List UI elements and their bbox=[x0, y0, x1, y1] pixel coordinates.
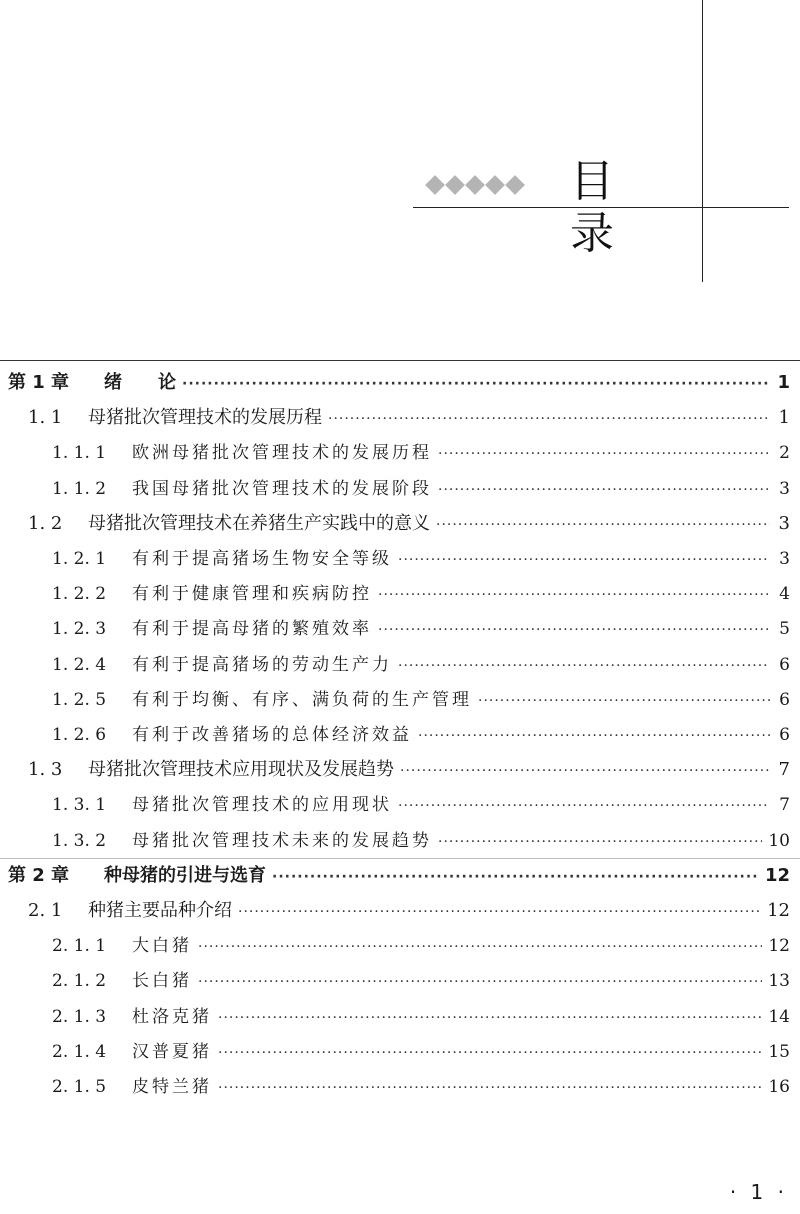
toc-entry-page: 2 bbox=[779, 443, 790, 464]
toc-entry-page: 1 bbox=[778, 407, 790, 429]
toc-entry-page: 12 bbox=[764, 864, 790, 886]
toc-entry-number: 1. 3 bbox=[28, 759, 63, 781]
toc-entry-page: 5 bbox=[779, 619, 790, 640]
toc-entry-page: 12 bbox=[768, 936, 790, 957]
toc-entry-title: 母猪批次管理技术应用现状及发展趋势 bbox=[88, 759, 394, 781]
chapter-rule bbox=[0, 858, 800, 859]
toc-entry-title: 我国母猪批次管理技术的发展阶段 bbox=[132, 478, 432, 499]
toc-subsection[interactable] bbox=[0, 793, 790, 818]
toc-subsection[interactable] bbox=[0, 723, 790, 748]
toc-entry-number: 1. 2 bbox=[28, 512, 63, 534]
toc-subsection[interactable] bbox=[0, 969, 790, 994]
toc-leader-dots bbox=[438, 442, 770, 466]
toc-leader-dots bbox=[198, 970, 762, 994]
toc-entry-number: 2. 1. 1 bbox=[52, 936, 107, 957]
toc-entry-title: 母猪批次管理技术的应用现状 bbox=[132, 795, 392, 816]
toc-entry-number: 第 2 章 bbox=[8, 864, 70, 886]
toc-subsection[interactable] bbox=[0, 617, 790, 642]
toc-entry-page: 13 bbox=[768, 971, 790, 992]
toc-entry-title: 皮特兰猪 bbox=[132, 1077, 212, 1097]
toc-entry-page: 3 bbox=[779, 478, 790, 499]
toc-leader-dots bbox=[218, 1076, 762, 1100]
title-ornament bbox=[428, 178, 522, 192]
toc-entry-page: 3 bbox=[779, 549, 790, 569]
toc-entry-number: 1. 2. 1 bbox=[52, 549, 107, 569]
toc-leader-dots bbox=[436, 513, 770, 537]
diamond-icon bbox=[445, 175, 465, 195]
toc-leader-dots bbox=[378, 583, 770, 607]
toc-leader-dots bbox=[398, 654, 770, 678]
toc-entry-number: 1. 1. 2 bbox=[52, 478, 107, 499]
toc-subsection[interactable] bbox=[0, 441, 790, 466]
toc-leader-dots bbox=[218, 1041, 762, 1065]
toc-leader-dots bbox=[328, 407, 770, 431]
toc-leader-dots bbox=[272, 865, 759, 889]
toc-entry-page: 7 bbox=[779, 795, 790, 816]
toc-subsection[interactable] bbox=[0, 1040, 790, 1065]
toc-leader-dots bbox=[398, 794, 770, 818]
toc-leader-dots bbox=[182, 372, 770, 396]
toc-entry-number: 2. 1. 4 bbox=[52, 1041, 107, 1062]
page-number: · 1 · bbox=[729, 1180, 788, 1204]
toc-leader-dots bbox=[438, 830, 762, 854]
toc-entry-number: 1. 1. 1 bbox=[52, 443, 107, 464]
toc-entry-title: 欧洲母猪批次管理技术的发展历程 bbox=[132, 443, 432, 464]
toc-chapter[interactable] bbox=[0, 371, 790, 396]
toc-leader-dots bbox=[238, 900, 761, 924]
toc-leader-dots bbox=[418, 724, 770, 748]
toc-leader-dots bbox=[438, 478, 770, 502]
toc-entry-number: 1. 3. 2 bbox=[52, 830, 107, 851]
toc-entry-title: 有利于均衡、有序、满负荷的生产管理 bbox=[132, 689, 472, 710]
toc-entry-number: 1. 2. 2 bbox=[52, 584, 107, 605]
diamond-icon bbox=[505, 175, 525, 195]
toc-entry-page: 6 bbox=[779, 725, 790, 745]
toc-entry-number: 1. 3. 1 bbox=[52, 795, 107, 816]
toc-entry-title: 杜洛克猪 bbox=[132, 1006, 212, 1027]
diamond-icon bbox=[485, 175, 505, 195]
toc-entry-page: 16 bbox=[768, 1077, 790, 1097]
toc-leader-dots bbox=[198, 935, 762, 959]
toc-subsection[interactable] bbox=[0, 1075, 790, 1100]
toc-entry-number: 2. 1 bbox=[28, 900, 63, 921]
toc-entry-title: 有利于提高母猪的繁殖效率 bbox=[132, 619, 372, 640]
toc-subsection[interactable] bbox=[0, 829, 790, 854]
toc-entry-title: 长白猪 bbox=[132, 971, 192, 992]
toc-entry-title: 有利于改善猪场的总体经济效益 bbox=[132, 725, 412, 745]
toc-entry-title: 汉普夏猪 bbox=[132, 1041, 212, 1062]
toc-entry-page: 14 bbox=[768, 1006, 790, 1027]
toc-subsection[interactable] bbox=[0, 582, 790, 607]
toc-subsection[interactable] bbox=[0, 934, 790, 959]
toc-entry-page: 15 bbox=[768, 1041, 790, 1062]
toc-subsection[interactable] bbox=[0, 477, 790, 502]
toc-leader-dots bbox=[398, 548, 770, 572]
toc-entry-title: 有利于提高猪场生物安全等级 bbox=[132, 549, 392, 569]
toc-leader-dots bbox=[400, 759, 770, 783]
toc-top-rule bbox=[0, 360, 800, 361]
toc-entry-page: 6 bbox=[779, 689, 790, 710]
toc-entry-number: 1. 1 bbox=[28, 407, 63, 429]
toc-entry-number: 1. 2. 6 bbox=[52, 725, 107, 745]
toc-entry-page: 4 bbox=[779, 584, 790, 605]
toc-entry-title: 母猪批次管理技术未来的发展趋势 bbox=[132, 830, 432, 851]
toc-section[interactable] bbox=[0, 758, 790, 783]
toc-section[interactable] bbox=[0, 512, 790, 537]
toc-entry-page: 6 bbox=[779, 654, 790, 675]
diamond-icon bbox=[425, 175, 445, 195]
toc-entry-number: 2. 1. 5 bbox=[52, 1077, 107, 1097]
toc-entry-title: 大白猪 bbox=[132, 936, 192, 957]
toc-entry-page: 10 bbox=[768, 830, 790, 851]
toc-entry-page: 12 bbox=[767, 900, 790, 921]
toc-entry-title: 有利于健康管理和疾病防控 bbox=[132, 584, 372, 605]
toc-entry-number: 第 1 章 bbox=[8, 372, 70, 393]
toc-entry-number: 1. 2. 4 bbox=[52, 654, 107, 675]
toc-leader-dots bbox=[218, 1006, 762, 1030]
toc-chapter[interactable] bbox=[0, 864, 790, 889]
toc-subsection[interactable] bbox=[0, 1005, 790, 1030]
toc-entry-title: 种母猪的引进与选育 bbox=[104, 864, 266, 886]
toc-entry-title: 有利于提高猪场的劳动生产力 bbox=[132, 654, 392, 675]
toc-subsection[interactable] bbox=[0, 547, 790, 572]
toc-subsection[interactable] bbox=[0, 653, 790, 678]
toc-section[interactable] bbox=[0, 899, 790, 924]
toc-entry-number: 2. 1. 2 bbox=[52, 971, 107, 992]
toc-section[interactable] bbox=[0, 406, 790, 431]
toc-entry-title: 母猪批次管理技术的发展历程 bbox=[88, 407, 322, 429]
toc-entry-number: 1. 2. 5 bbox=[52, 689, 107, 710]
toc-entry-title: 绪 论 bbox=[104, 372, 176, 393]
toc-leader-dots bbox=[478, 689, 770, 713]
diamond-icon bbox=[465, 175, 485, 195]
toc-entry-page: 7 bbox=[778, 759, 790, 781]
page-title: 目 录 bbox=[570, 156, 738, 259]
toc-entry-page: 1 bbox=[777, 372, 790, 393]
toc-entry-title: 种猪主要品种介绍 bbox=[88, 900, 232, 921]
toc-entry-page: 3 bbox=[778, 512, 790, 534]
toc-entry-title: 母猪批次管理技术在养猪生产实践中的意义 bbox=[88, 512, 430, 534]
toc-entry-number: 2. 1. 3 bbox=[52, 1006, 107, 1027]
toc-subsection[interactable] bbox=[0, 688, 790, 713]
toc-leader-dots bbox=[378, 618, 770, 642]
toc-entry-number: 1. 2. 3 bbox=[52, 619, 107, 640]
